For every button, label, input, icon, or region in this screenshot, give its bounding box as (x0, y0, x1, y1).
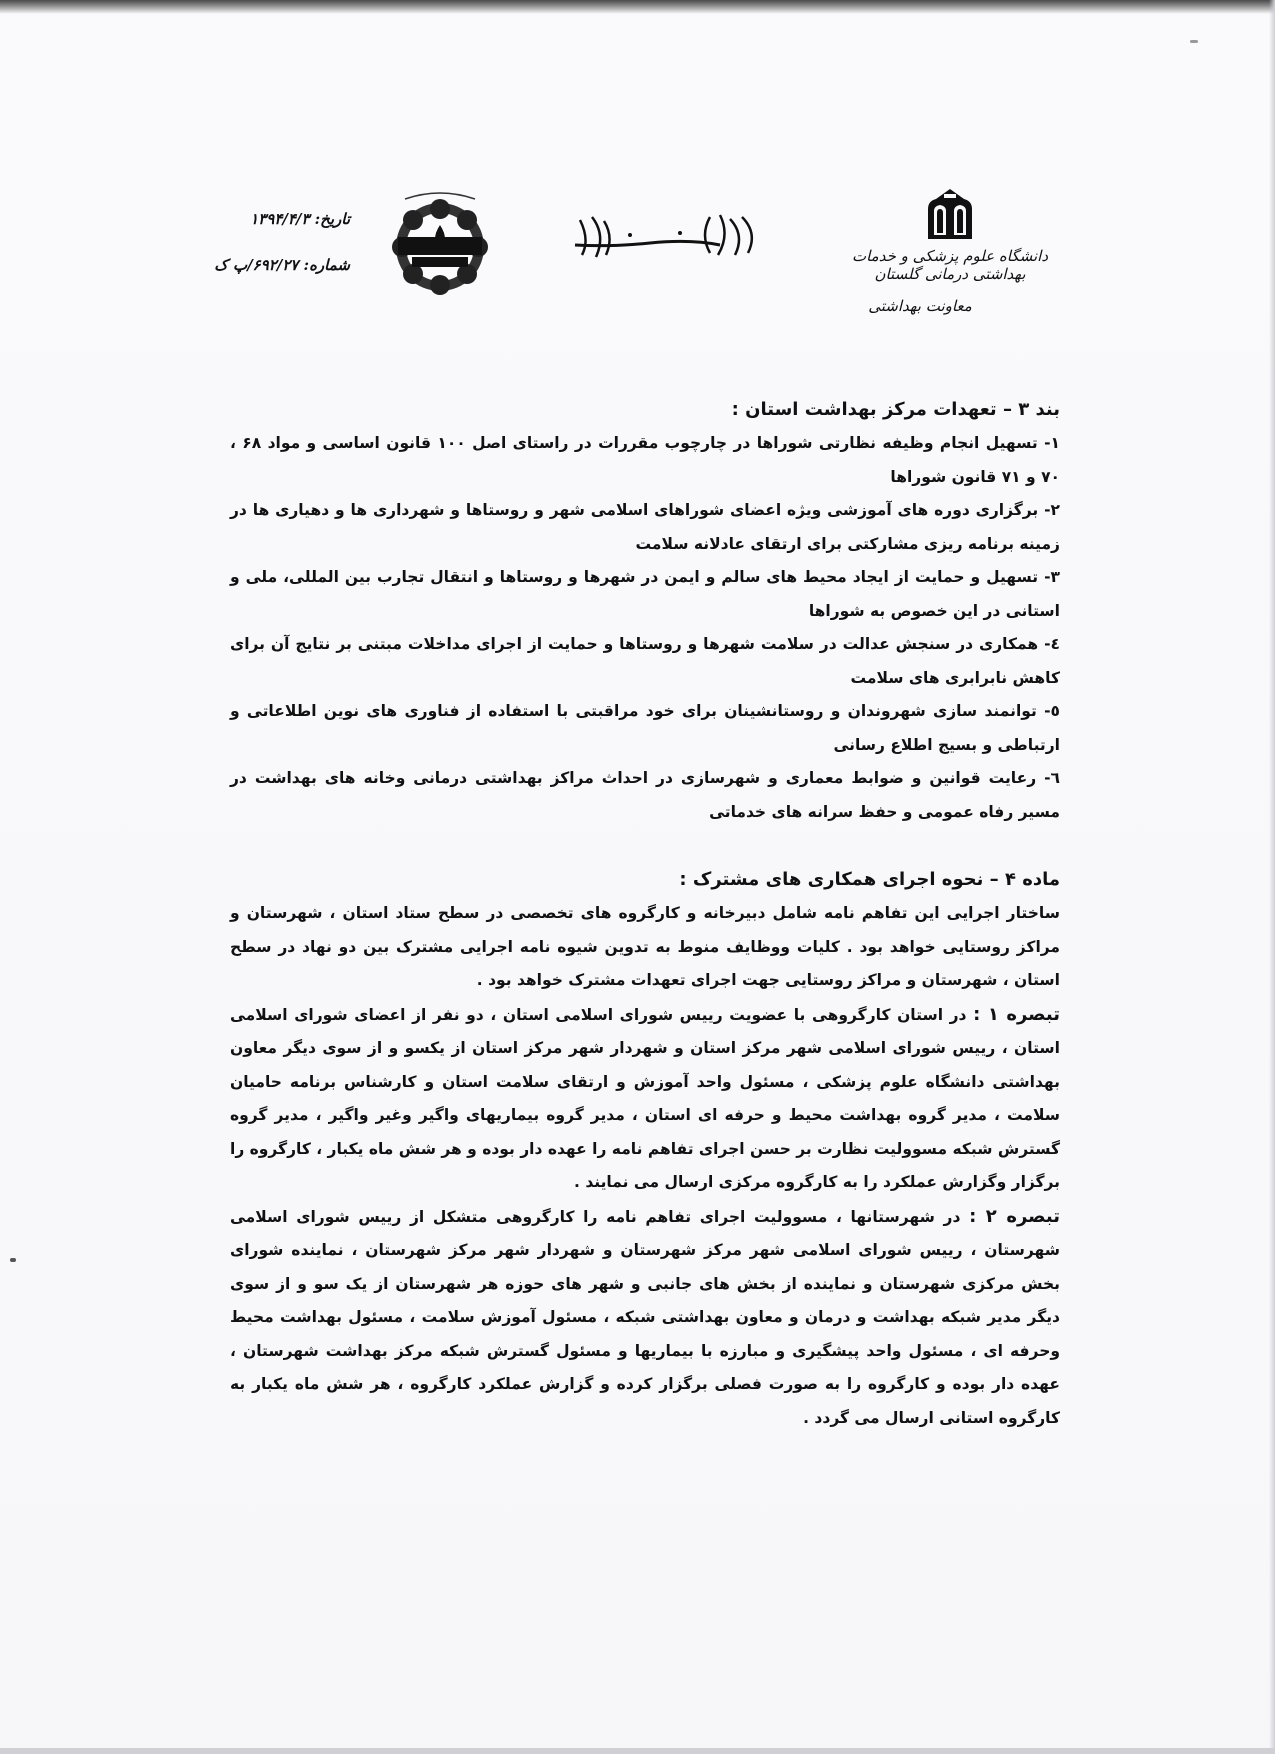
note1-title: تبصره ۱ : (973, 1003, 1061, 1025)
section3-item-1: ۱- تسهیل انجام وظیفه نظارتی شوراها در چارچوب مقررات در راستای اصل ۱۰۰ قانون اساسی و مواد ۶۸ ، ۷۰ و ۷۱ قانون شوراها (230, 434, 1061, 486)
university-logo-icon (922, 185, 978, 241)
letter-meta (200, 210, 350, 302)
note1-text: در استان کارگروهی با عضویت رییس شورای اسلامی استان ، دو نفر از اعضای شورای اسلامی استان ، رییس شورای اسلامی شهر مرکز استان و شهردار شهر مرکز استان از یکسو و از سوی دیگر معاون بهداشتی دانشگاه علوم پزشکی ، مسئول واحد آموزش و ارتقای سلامت استان و کارشناس برنامه حامیان سلامت ، مدیر گروه بهداشت محیط و حرفه ای استان ، مدیر گروه بیماریهای واگیر وغیر واگیر ، مدیر گروه گسترش شبکه مسوولیت نظارت بر حسن اجرای تفاهم نامه را عهده دار بوده و هر شش ماه یکبار ، کارگروه را برگزار وگزارش عملکرد را به کارگروه مرکزی ارسال می نمایند . (230, 1005, 1060, 1191)
article4-heading: ماده ۴ – نحوه اجرای همکاری های مشترک : (679, 869, 1060, 890)
council-emblem-icon (365, 185, 515, 305)
university-logo-block (850, 185, 1050, 315)
article4-note-2 (230, 1200, 1060, 1436)
section3-item-4: ٤- همکاری در سنجش عدالت در سلامت شهرها و روستاها و حمایت از اجرای مداخلات مبتنی بر نتایج آن برای کاهش نابرابری های سلامت (230, 635, 1060, 687)
letterhead (200, 185, 1050, 335)
note2-title: تبصره ۲ : (969, 1205, 1060, 1227)
letter-date: تاریخ: ۱۳۹۴/۴/۳ (250, 210, 350, 228)
section3-item-2: ۲- برگزاری دوره های آموزشی ویژه اعضای شوراهای اسلامی شهر و روستاها و شهرداری ها و دهیاری ها در زمینه برنامه ریزی مشارکتی برای ارتقای عادلانه سلامت (230, 501, 1060, 553)
section3-item-5: ٥- توانمند سازی شهروندان و روستانشینان برای خود مراقبتی با استفاده از فناوری های نوین اطلاعاتی و ارتباطی و بسیج اطلاع رسانی (230, 702, 1060, 754)
section3-item-6: ٦- رعایت قوانین و ضوابط معماری و شهرسازی در احداث مراکز بهداشتی درمانی وخانه های بهداشت در مسیر رفاه عمومی و حفظ سرانه های خدماتی (230, 769, 1060, 821)
scan-speck (10, 1258, 16, 1262)
note2-text: در شهرستانها ، مسوولیت اجرای تفاهم نامه را کارگروهی متشکل از رییس شورای اسلامی شهرستان ، رییس شورای اسلامی شهر مرکز شهرستان و شهردار شهر مرکز شهرستان ، نماینده شورای بخش مرکزی شهرستان و نماینده از بخش های جانبی و شهر های حوزه هر شهرستان از یک سو و از سوی دیگر مدیر شبکه بهداشت و درمان و معاون بهداشتی شبکه ، مسئول آموزش سلامت ، مسئول بهداشت محیط وحرفه ای ، مسئول واحد پیشگیری و مبارزه با بیماریها و مسئول گسترش شبکه مرکز بهداشت شهرستان ، عهده دار بوده و کارگروه را به صورت فصلی برگزار کرده و گزارش عملکرد کارگروه ، هر شش ماه یکبار به کارگروه استانی ارسال می گردد . (230, 1207, 1060, 1427)
scan-edge (1269, 0, 1275, 1754)
section-spacer (230, 829, 1060, 863)
deputy-name: معاونت بهداشتی (868, 297, 972, 315)
article4-note-1 (230, 998, 1060, 1200)
bismillah-calligraphy-icon (570, 205, 760, 265)
section3-item-3: ۳- تسهیل و حمایت از ایجاد محیط های سالم و ایمن در شهرها و روستاها و انتقال تجارب بین المللی، ملی و استانی در این خصوص به شوراها (230, 568, 1060, 620)
article4-intro: ساختار اجرایی این تفاهم نامه شامل دبیرخانه و کارگروه های تخصصی در سطح ستاد استان ، شهرستان و مراکز روستایی خواهد بود . کلیات ووظایف منوط به تدوین شیوه نامه اجرایی مشترک بین دو نهاد در سطح استان ، شهرستان و مراکز روستایی جهت اجرای تعهدات مشترک خواهد بود . (230, 904, 1060, 989)
university-name: دانشگاه علوم پزشکی و خدمات بهداشتی درمانی گلستان (851, 247, 1049, 283)
section3-heading: بند ۳ – تعهدات مرکز بهداشت استان : (731, 399, 1060, 420)
scan-speck (1190, 40, 1198, 43)
scan-edge (0, 1748, 1275, 1754)
document-body (230, 393, 1060, 1435)
letter-number: شماره: ۶۹۲/۲۷/پ ک (214, 256, 350, 274)
scan-edge (0, 0, 1275, 14)
